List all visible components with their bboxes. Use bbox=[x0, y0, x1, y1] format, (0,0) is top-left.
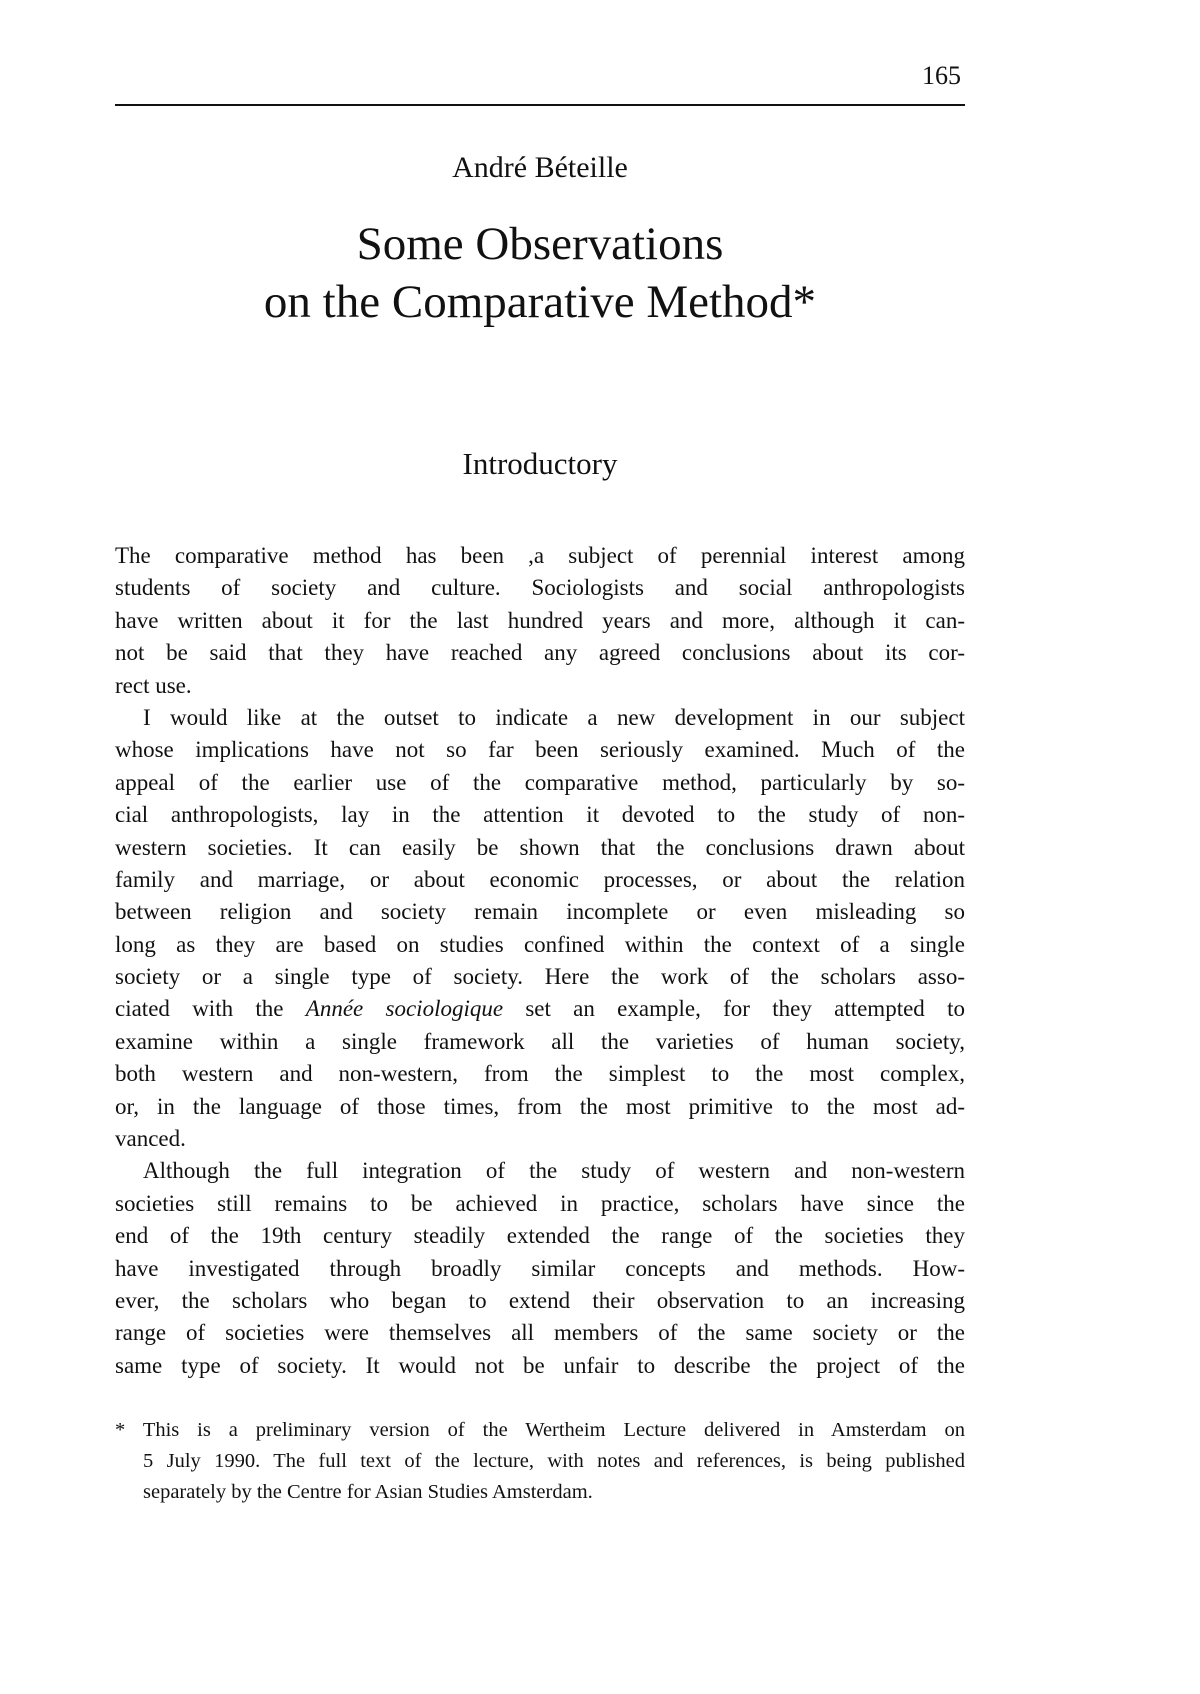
footnote-marker: * bbox=[115, 1419, 126, 1441]
text-line: appeal of the earlier use of the comparative method, particularly by so- bbox=[115, 769, 965, 795]
text-line: or, in the language of those times, from the most primitive to the most ad- bbox=[115, 1093, 965, 1119]
text-line: family and marriage, or about economic processes, or about the relation bbox=[115, 866, 965, 892]
paragraph bbox=[115, 1155, 965, 1382]
text-segment: ciated with the bbox=[115, 996, 306, 1022]
paragraph bbox=[115, 540, 965, 702]
text-line: not be said that they have reached any agreed conclusions about its cor- bbox=[115, 640, 965, 666]
footnote-line bbox=[115, 1415, 965, 1446]
text-line: cial anthropologists, lay in the attention it devoted to the study of non- bbox=[115, 802, 965, 828]
footnote-line: 5 July 1990. The full text of the lecture, with notes and references, is being published bbox=[143, 1450, 965, 1472]
paper-title bbox=[115, 215, 965, 331]
text-line: examine within a single framework all the varieties of human society, bbox=[115, 1028, 965, 1054]
text-line: have written about it for the last hundred years and more, although it can- bbox=[115, 607, 965, 633]
footnote-line: separately by the Centre for Asian Studies Amsterdam. bbox=[143, 1481, 593, 1503]
text-line: range of societies were themselves all members of the same society or the bbox=[115, 1320, 965, 1346]
text-line: vanced. bbox=[115, 1126, 186, 1152]
title-line: on the Comparative Method* bbox=[263, 276, 817, 328]
page-number: 165 bbox=[922, 61, 961, 90]
text-line: I would like at the outset to indicate a new development in our subject bbox=[143, 704, 965, 730]
header-rule bbox=[115, 104, 965, 106]
text-line: have investigated through broadly similar concepts and methods. How- bbox=[115, 1255, 965, 1281]
text-line: whose implications have not so far been seriously examined. Much of the bbox=[115, 737, 965, 763]
footnote-text: This is a preliminary version of the Wertheim Lecture delivered in Amsterdam on bbox=[142, 1419, 965, 1441]
text-line: students of society and culture. Sociologists and social anthropologists bbox=[115, 575, 965, 601]
text-line-with-italic bbox=[115, 993, 965, 1025]
text-line: end of the 19th century steadily extended the range of the societies they bbox=[115, 1223, 965, 1249]
journal-title: Année sociologique bbox=[305, 996, 504, 1022]
text-line: societies still remains to be achieved in practice, scholars have since the bbox=[115, 1190, 965, 1216]
text-line: both western and non-western, from the simplest to the most complex, bbox=[115, 1061, 965, 1087]
section-heading: Introductory bbox=[462, 446, 618, 481]
text-line: ever, the scholars who began to extend their observation to an increasing bbox=[115, 1287, 965, 1313]
text-line: between religion and society remain incomplete or even misleading so bbox=[115, 899, 965, 925]
text-line: western societies. It can easily be shown that the conclusions drawn about bbox=[115, 834, 965, 860]
text-line: society or a single type of society. Here the work of the scholars asso- bbox=[115, 964, 965, 990]
text-line: same type of society. It would not be unfair to describe the project of the bbox=[115, 1352, 965, 1378]
text-segment: set an example, for they attempted to bbox=[503, 996, 965, 1022]
text-line: The comparative method has been ,a subject of perennial interest among bbox=[115, 543, 965, 568]
paragraph bbox=[115, 702, 965, 1155]
text-line: Although the full integration of the study of western and non-western bbox=[143, 1158, 965, 1184]
author-name: André Béteille bbox=[452, 151, 628, 184]
title-line: Some Observations bbox=[356, 218, 724, 270]
text-line: long as they are based on studies confined within the context of a single bbox=[115, 931, 965, 957]
text-line: rect use. bbox=[115, 672, 192, 698]
footnote bbox=[115, 1415, 965, 1508]
body-text bbox=[115, 540, 965, 1382]
